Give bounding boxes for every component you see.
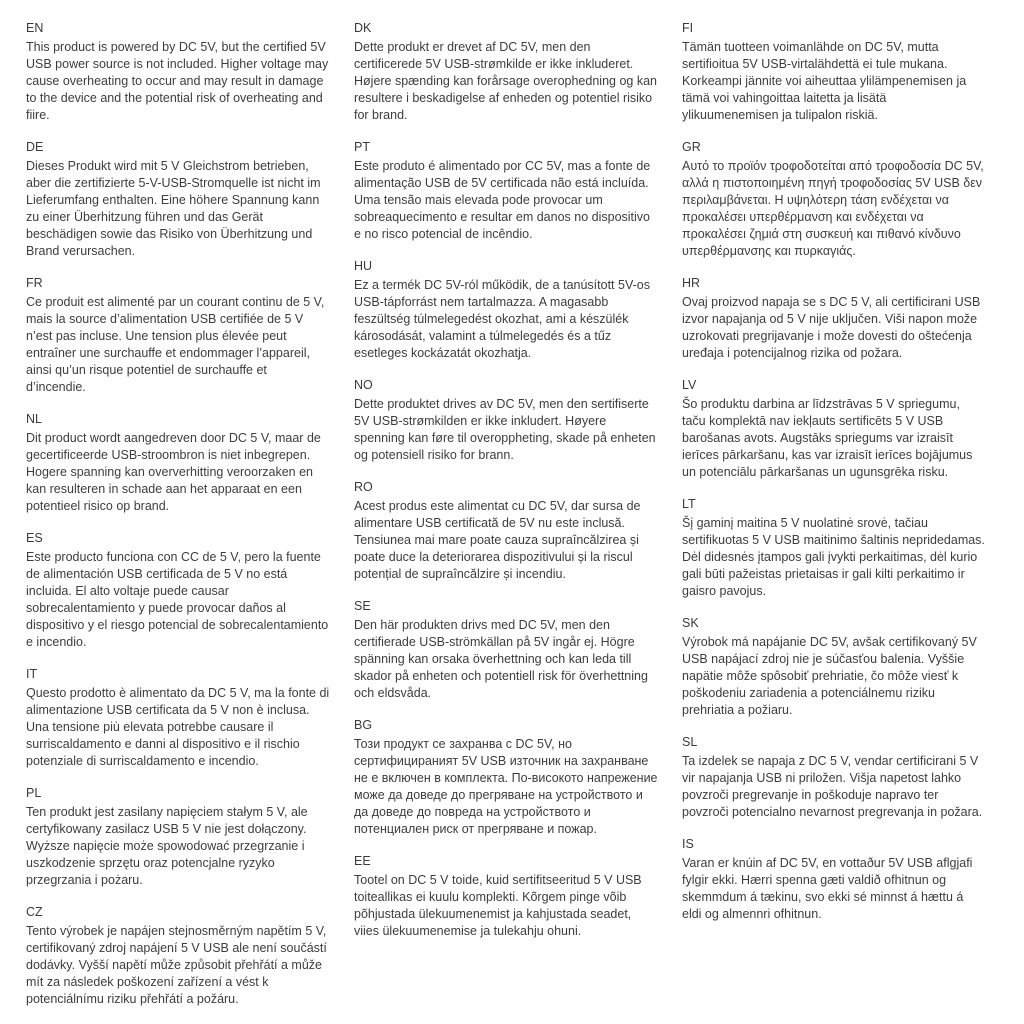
language-section-no [354, 377, 658, 464]
language-section-fi [682, 20, 986, 124]
column-2 [354, 20, 658, 1023]
language-text-bg: Този продукт се захранва с DC 5V, но сертифицираният 5V USB източник на захранване не е включен в комплекта. По-високото напрежение може да доведе до прегряване на устройството и да доведе до повреда на устройството и потенциален риск от прегряване и пожар. [354, 737, 658, 836]
language-section-ee [354, 853, 658, 940]
language-section-lv [682, 377, 986, 481]
language-code-fr: FR [26, 276, 43, 290]
language-code-de: DE [26, 140, 44, 154]
language-code-hr: HR [682, 276, 701, 290]
language-text-se: Den här produkten drivs med DC 5V, men den certifierade USB-strömkällan på 5V ingår ej. Högre spänning kan orsaka överhettning och kan leda till skador på enheten och potentiell risk för överhettning och eldsvåda. [354, 618, 648, 700]
language-section-hu [354, 258, 658, 362]
language-section-cz [26, 904, 330, 1008]
language-text-en: This product is powered by DC 5V, but the certified 5V USB power source is not included. Higher voltage may cause overheating to occur and may result in damage to the device and the potential risk of overheating and fiire. [26, 40, 329, 122]
language-code-es: ES [26, 531, 43, 545]
language-section-is [682, 836, 986, 923]
language-text-dk: Dette produkt er drevet af DC 5V, men den certificerede 5V USB-strømkilde er ikke inkluderet. Højere spænding kan forårsage overophedning og kan resultere i beskadigelse af enheden og potentiel risiko for brand. [354, 40, 657, 122]
language-section-it [26, 666, 330, 770]
language-text-cz: Tento výrobek je napájen stejnosměrným napětím 5 V, certifikovaný zdroj napájení 5 V USB ale není součástí dodávky. Vyšší napětí může způsobit přehřátí a může mít za následek poškození zařízení a vést k potenciálnímu riziku přehřátí a požáru. [26, 924, 327, 1006]
language-text-ro: Acest produs este alimentat cu DC 5V, dar sursa de alimentare USB certificată de 5V nu este inclusă. Tensiunea mai mare poate cauza supraîncălzirea și poate duce la deteriorarea dispozitivului și la riscul potențial de supraîncălzire și incendiu. [354, 499, 641, 581]
language-text-fr: Ce produit est alimenté par un courant continu de 5 V, mais la source d’alimentation USB certifiée de 5 V n’est pas incluse. Une tension plus élevée peut entraîner une surchauffe et endommager l’appareil, ainsi qu’un risque potentiel de surchauffe et d’incendie. [26, 295, 325, 394]
language-code-pl: PL [26, 786, 42, 800]
language-section-es [26, 530, 330, 651]
language-text-pl: Ten produkt jest zasilany napięciem stałym 5 V, ale certyfikowany zasilacz USB 5 V nie jest dołączony. Wyższe napięcie może spowodować przegrzanie i uszkodzenie sprzętu oraz potencjalne ryzyko przegrzania i pożaru. [26, 805, 308, 887]
language-code-hu: HU [354, 259, 373, 273]
language-code-lt: LT [682, 497, 696, 511]
language-section-lt [682, 496, 986, 600]
language-section-pl [26, 785, 330, 889]
language-text-nl: Dit product wordt aangedreven door DC 5 V, maar de gecertificeerde USB-stroombron is niet inbegrepen. Hogere spanning kan oververhitting veroorzaken en kan resulteren in schade aan het apparaat en een potentieel risico op brand. [26, 431, 321, 513]
language-code-ro: RO [354, 480, 373, 494]
language-code-nl: NL [26, 412, 42, 426]
language-text-no: Dette produktet drives av DC 5V, men den sertifiserte 5V USB-strømkilden er ikke inkludert. Høyere spenning kan føre til overoppheting, skade på enheten og potensiell risiko for brann. [354, 397, 656, 462]
language-code-is: IS [682, 837, 694, 851]
language-section-se [354, 598, 658, 702]
language-section-dk [354, 20, 658, 124]
language-code-no: NO [354, 378, 373, 392]
language-code-sl: SL [682, 735, 698, 749]
language-section-hr [682, 275, 986, 362]
language-section-gr [682, 139, 986, 260]
language-text-lt: Šį gaminį maitina 5 V nuolatinė srovė, tačiau sertifikuotas 5 V USB maitinimo šaltinis nepridedamas. Dėl didesnės įtampos gali įvykti perkaitimas, dėl kurio gali būti pažeistas prietaisas ir gali kilti perkaitimo ir gaisro pavojus. [682, 516, 985, 598]
language-text-sk: Výrobok má napájanie DC 5V, avšak certifikovaný 5V USB napájací zdroj nie je súčasťou balenia. Vyššie napätie môže spôsobiť prehriatie, čo môže viesť k poškodeniu zariadenia a potenciálnemu riziku prehriatia a požiaru. [682, 635, 977, 717]
language-section-fr [26, 275, 330, 396]
column-3 [682, 20, 986, 1023]
language-section-sk [682, 615, 986, 719]
language-text-it: Questo prodotto è alimentato da DC 5 V, ma la fonte di alimentazione USB certificata da 5 V non è inclusa. Una tensione più elevata potrebbe causare il surriscaldamento e danni al dispositivo e il rischio potenziale di surriscaldamento e incendio. [26, 686, 330, 768]
language-text-hu: Ez a termék DC 5V-ról működik, de a tanúsított 5V-os USB-tápforrást nem tartalmazza. A magasabb feszültség túlmelegedést okozhat, ami a készülék károsodását, valamint a túlmelegedés és a tűz esetleges kockázatát okozhatja. [354, 278, 650, 360]
language-text-ee: Tootel on DC 5 V toide, kuid sertifitseeritud 5 V USB toiteallikas ei kuulu komplekti. Kõrgem pinge võib põhjustada ülekuumenemist ja kahjustada seadet, viies ülekuumenemise ja tulekahju ohuni. [354, 873, 642, 938]
language-text-hr: Ovaj proizvod napaja se s DC 5 V, ali certificirani USB izvor napajanja od 5 V nije uključen. Viši napon može uzrokovati pregrijavanje i može dovesti do oštećenja uređaja i potencijalnog rizika od požara. [682, 295, 981, 360]
language-text-gr: Αυτό το προϊόν τροφοδοτείται από τροφοδοσία DC 5V, αλλά η πιστοποιημένη πηγή τροφοδοσίας 5V USB δεν περιλαμβάνεται. Η υψηλότερη τάση ενδέχεται να προκαλέσει υπερθέρμανση και ενδέχεται να προκαλέσει ζημιά στη συσκευή και πιθανό κίνδυνο υπερθέρμανσης και πυρκαγιάς. [682, 159, 984, 258]
language-section-ro [354, 479, 658, 583]
language-code-en: EN [26, 21, 44, 35]
language-code-cz: CZ [26, 905, 43, 919]
language-text-lv: Šo produktu darbina ar līdzstrāvas 5 V spriegumu, taču komplektā nav iekļauts sertificēts 5 V USB barošanas avots. Augstāks spriegums var izraisīt ierīces pārkaršanu, kas var izraisīt ierīces bojājumus un potenciālu pārkaršanas un ugunsgrēka risku. [682, 397, 973, 479]
language-text-de: Dieses Produkt wird mit 5 V Gleichstrom betrieben, aber die zertifizierte 5-V-USB-Stromquelle ist nicht im Lieferumfang enthalten. Eine höhere Spannung kann zu einer Überhitzung führen und das Gerät beschädigen sowie das Risiko von Überhitzung und Brand verursachen. [26, 159, 321, 258]
language-code-ee: EE [354, 854, 371, 868]
language-code-it: IT [26, 667, 38, 681]
language-section-en [26, 20, 330, 124]
language-code-fi: FI [682, 21, 694, 35]
language-text-sl: Ta izdelek se napaja z DC 5 V, vendar certificirani 5 V vir napajanja USB ni priložen. Višja napetost lahko povzroči pregrevanje in poškoduje napravo ter povzroči potencialno nevarnost pregrevanja in požara. [682, 754, 983, 819]
language-text-is: Varan er knúin af DC 5V, en vottaður 5V USB aflgjafi fylgir ekki. Hærri spenna gæti valdið ofhitnun og skemmdum á tækinu, svo ekki sé minnst á hættu á eldi og almennri ofhitnun. [682, 856, 973, 921]
language-code-bg: BG [354, 718, 373, 732]
language-code-sk: SK [682, 616, 699, 630]
language-code-gr: GR [682, 140, 701, 154]
language-code-dk: DK [354, 21, 372, 35]
language-section-sl [682, 734, 986, 821]
language-code-lv: LV [682, 378, 697, 392]
language-text-es: Este producto funciona con CC de 5 V, pero la fuente de alimentación USB certificada de 5 V no está incluida. El alto voltaje puede causar sobrecalentamiento y puede provocar daños al dispositivo y el riesgo potencial de sobrecalentamiento e incendio. [26, 550, 329, 649]
language-section-bg [354, 717, 658, 838]
language-code-se: SE [354, 599, 371, 613]
column-1 [26, 20, 330, 1023]
language-section-pt [354, 139, 658, 243]
language-section-de [26, 139, 330, 260]
language-code-pt: PT [354, 140, 370, 154]
language-text-fi: Tämän tuotteen voimanlähde on DC 5V, mutta sertifioitua 5V USB-virtalähdettä ei tule mukana. Korkeampi jännite voi aiheuttaa ylilämpenemisen ja tämä voi vahingoittaa laitetta ja lisätä ylikuumenemisen ja tulipalon riskiä. [682, 40, 967, 122]
language-text-pt: Este produto é alimentado por CC 5V, mas a fonte de alimentação USB de 5V certificada não está incluída. Uma tensão mais elevada pode provocar um sobreaquecimento e resultar em danos no dispositivo e no risco potencial de incêndio. [354, 159, 651, 241]
language-section-nl [26, 411, 330, 515]
